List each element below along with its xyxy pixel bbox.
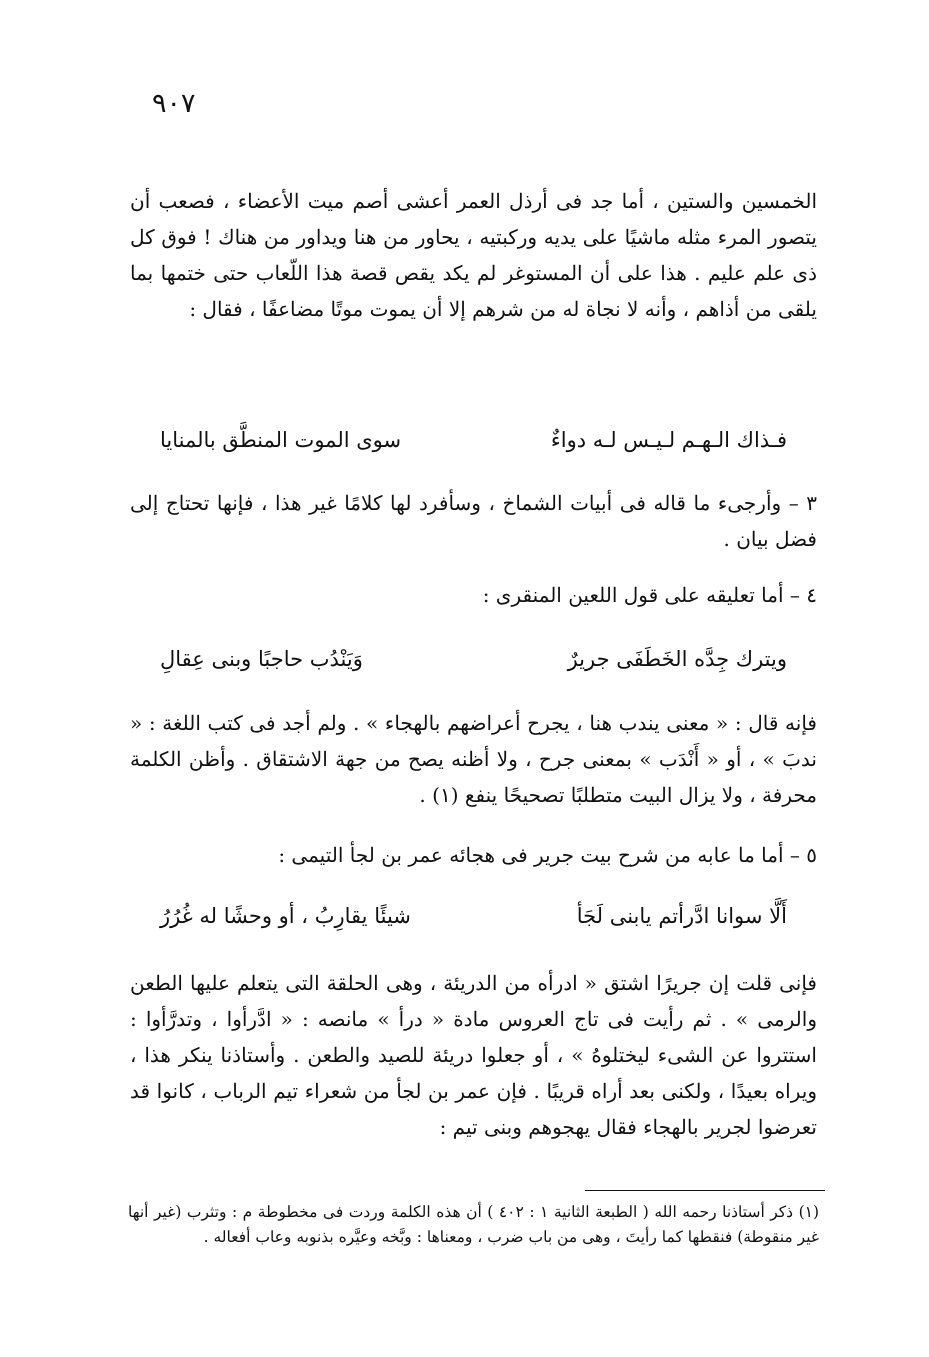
footnote: (١) ذكر أستاذنا رحمه الله ( الطبعة الثانية ١ : ٤٠٢ ) أن هذه الكلمة وردت فى مخطوطة م : وتثرب (غير أنها غير منقوطة) فنقطها كما رأيتَ ، وهى من باب ضرب ، ومعناها : وبَّخه وعيَّره بذنوبه وعاب أفعاله . [128,1203,820,1246]
verse-3-first-hemistich: أَلَّا سوانا ادَّرأتم يابنى لَجَأ [576,904,787,928]
paragraph-item-5: ٥ – أما ما عابه من شرح بيت جرير فى هجائه عمر بن لجأ التيمى : [278,843,817,867]
verse-line-2 [160,641,787,677]
paragraph-continuation: الخمسين والستين ، أما جد فى أرذل العمر أعشى أصم ميت الأعضاء ، فصعب أن يتصور المرء مثله ماشيًا على يديه وركبتيه ، يحاور من هنا ويداور من هناك ! فوق كل ذى علم عليم . هذا على أن المستوغر لم يكد يقص قصة هذا اللّعاب حتى ختمها بما يلقى من أذاهم ، وأنه لا نجاة له من شرهم إلا أن يموت موتًا مضاعفًا ، فقال : [130,189,817,321]
paragraph-explanation: فإنى قلت إن جريرًا اشتق « ادرأه من الدريئة ، وهى الحلقة التى يتعلم عليها الطعن والرمى » . ثم رأيت فى تاج العروس مادة « درأ » مانصه : « ادَّرأوا ، وتدرَّأوا : استتروا عن الشىء ليختلوهُ » ، أو جعلوا دريئة للصيد والطعن . وأستاذنا ينكر هذا ، ويراه بعيدًا ، ولكنى بعد أراه قريبًا . فإن عمر بن لجأ من شعراء تيم الرباب ، كانوا قد تعرضوا لجرير بالهجاء فقال يهجوهم وبنى تيم : [130,971,817,1139]
verse-2-first-hemistich: ويترك جِدَّه الخَطَفَى جريرٌ [567,647,787,671]
paragraph-item-3: ٣ – وأرجىء ما قاله فى أبيات الشماخ ، وسأفرد لها كلامًا غير هذا ، فإنها تحتاج إلى فضل بيان . [130,491,817,551]
verse-line-3 [160,898,787,934]
verse-1-first-hemistich: فـذاك الـهـم لـيـس لـه دواءٌ [550,428,787,452]
verse-2-second-hemistich: وَيَنْدُب حاجبًا وبنى عِقالِ [160,647,363,671]
page-number: ٩٠٧ [152,88,196,119]
paragraph-commentary: فإنه قال : « معنى يندب هنا ، يجرح أعراضهم بالهجاء » . ولم أجد فى كتب اللغة : « ندبَ » ، أو « أَنْدَب » بمعنى جرح ، ولا أظنه يصح من جهة الاشتقاق . وأظن الكلمة محرفة ، ولا يزال البيت متطلبًا تصحيحًا ينفع (١) . [130,711,817,807]
verse-3-second-hemistich: شيئًا يقارِبُ ، أو وحشًا له غُرُرُ [160,904,411,928]
footnote-divider [585,1190,825,1191]
verse-line-1 [160,422,787,458]
verse-1-second-hemistich: سوى الموت المنطَّق بالمنايا [160,428,402,452]
paragraph-item-4: ٤ – أما تعليقه على قول اللعين المنقرى : [482,583,817,607]
